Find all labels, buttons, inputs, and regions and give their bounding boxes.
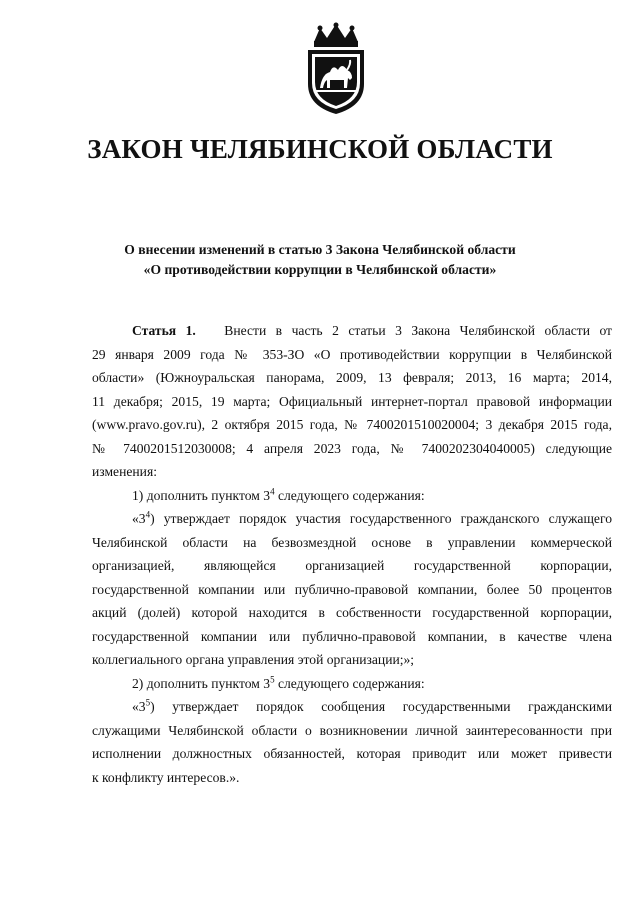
quote-1-line-2: Челябинской области на безвозмездной основе в управлении коммерческой	[92, 534, 612, 550]
article-label: Статья 1.	[132, 323, 196, 338]
article-text: Внести в часть 2 статьи 3 Закона Челябинской области от	[224, 323, 612, 338]
quote-2-line-3: исполнении должностных обязанностей, которая приводит или может привести	[92, 746, 612, 761]
quote-1-line-7: коллегиального органа управления этой организации;»;	[92, 652, 415, 667]
article-1-line-2: 29 января 2009 года № 353-ЗО «О противодействии коррупции в Челябинской	[92, 346, 612, 362]
quote-1-line-1: «$3^4$) утверждает порядок участия государственного гражданского служащего	[132, 509, 612, 526]
law-subtitle-line-1: О внесении изменений в статью 3 Закона Челябинской области	[124, 242, 516, 257]
quote-2-line-2: служащими Челябинской области о возникновении личной заинтересованности при	[92, 722, 612, 738]
article-1-line-7: изменения:	[92, 464, 157, 479]
quote-2-line-4: к конфликту интересов.».	[92, 769, 240, 785]
chelyabinsk-coat-of-arms-icon	[300, 22, 372, 116]
article-1	[92, 319, 612, 789]
article-1-line-6: № 7400201512030008; 4 апреля 2023 года, № 7400202304040005) следующие	[92, 440, 612, 456]
law-subtitle-line-2: «О противодействии коррупции в Челябинской области»	[143, 262, 497, 277]
article-1-line-1	[92, 319, 612, 343]
law-title: ЗАКОН ЧЕЛЯБИНСКОЙ ОБЛАСТИ	[87, 134, 553, 164]
quote-2-line-1: «$3^5$) утверждает порядок сообщения государственными гражданскими	[132, 697, 612, 714]
quote-1-line-6: государственной компании или публично-правовой компании, в качестве члена	[92, 628, 612, 644]
item-1: 1) дополнить пунктом $3^4$ следующего содержания:	[132, 485, 425, 503]
article-1-line-3: области» (Южноуральская панорама, 2009, 13 февраля; 2013, 16 марта; 2014,	[92, 370, 612, 385]
quote-1-line-4: государственной компании или публично-правовой компании, более 50 процентов	[92, 581, 612, 597]
item-2: 2) дополнить пунктом $3^5$ следующего содержания:	[132, 673, 425, 691]
article-1-line-5: (www.pravo.gov.ru), 2 октября 2015 года, № 7400201510020004; 3 декабря 2015 года,	[92, 417, 612, 432]
quote-1-line-5: акций (долей) которой находится в собственности государственной корпорации,	[92, 605, 612, 620]
quote-1-line-3: организацией, являющейся организацией государственной корпорации,	[92, 558, 612, 573]
article-1-line-4: 11 декабря; 2015, 19 марта; Официальный интернет-портал правовой информации	[92, 393, 612, 409]
